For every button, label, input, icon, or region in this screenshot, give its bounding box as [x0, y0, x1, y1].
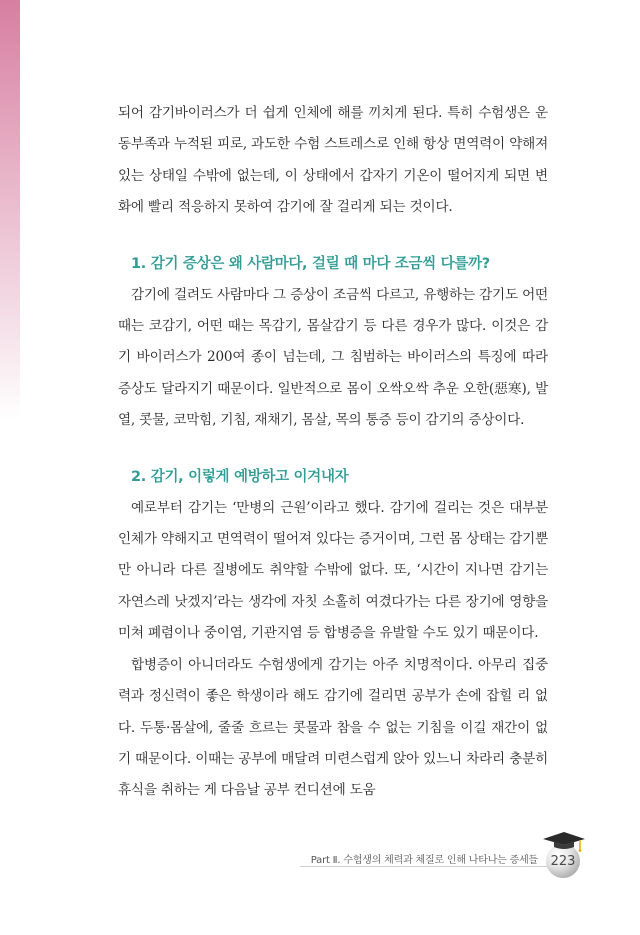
- page-number-badge: [544, 838, 584, 878]
- page-number: 223: [550, 853, 576, 869]
- section-1-paragraph: 감기에 걸려도 사람마다 그 증상이 조금씩 다르고, 유행하는 감기도 어떤 때는 코감기, 어떤 때는 목감기, 몸살감기 등 다른 경우가 많다. 이것은 감기 바이러스가 200여 종이 넘는데, 그 침범하는 바이러스의 특징에 따라 증상도 달라지기 때문이다. 일반적으로 몸이 오싹오싹 추운 오한(惡寒), 발열, 콧물, 코막힘, 기침, 재채기, 몸살, 목의 통증 등이 감기의 증상이다.: [118, 286, 548, 429]
- section-1-heading: 1. 감기 증상은 왜 사람마다, 걸릴 때 마다 조금씩 다를까?: [131, 255, 490, 272]
- intro-paragraph: 되어 감기바이러스가 더 쉽게 인체에 해를 끼치게 된다. 특히 수험생은 운동부족과 누적된 피로, 과도한 수험 스트레스로 인해 항상 면역력이 약해져 있는 상태일 수밖에 없는데, 이 상태에서 갑자기 기온이 떨어지게 되면 변화에 빨리 적응하지 못하여 감기에 잘 걸리게 되는 것이다.: [118, 105, 548, 216]
- section-2-paragraph-1: 예로부터 감기는 ‘만병의 근원’이라고 했다. 감기에 걸리는 것은 대부분 인체가 약해지고 면역력이 떨어져 있다는 증거이며, 그런 몸 상태는 감기뿐만 아니라 다른 질병에도 취약할 수밖에 없다. 또, ‘시간이 지나면 감기는 자연스레 낫겠지’라는 생각에 자칫 소홀히 여겼다가는 다른 장기에 영향을 미쳐 폐렴이나 중이염, 기관지염 등 합병증을 유발할 수도 있기 때문이다.: [118, 499, 548, 642]
- running-title: Part Ⅱ. 수험생의 체력과 체질로 인해 나타나는 증세들: [310, 854, 538, 866]
- page-footer: [311, 838, 584, 878]
- section-2-heading: 2. 감기, 이렇게 예방하고 이겨내자: [131, 468, 349, 485]
- graduation-cap-icon: [542, 830, 586, 852]
- page-body: [118, 98, 548, 807]
- section-2-paragraph-2: 합병증이 아니더라도 수험생에게 감기는 아주 치명적이다. 아무리 집중력과 정신력이 좋은 학생이라 해도 감기에 걸리면 공부가 손에 잡힐 리 없다. 두통·몸살에, 줄줄 흐르는 콧물과 참을 수 없는 기침을 이길 재간이 없기 때문이다. 이때는 공부에 매달려 미련스럽게 앉아 있느니 차라리 충분히 휴식을 취하는 게 다음날 공부 컨디션에 도움: [118, 656, 548, 799]
- edge-color-band: [0, 0, 20, 420]
